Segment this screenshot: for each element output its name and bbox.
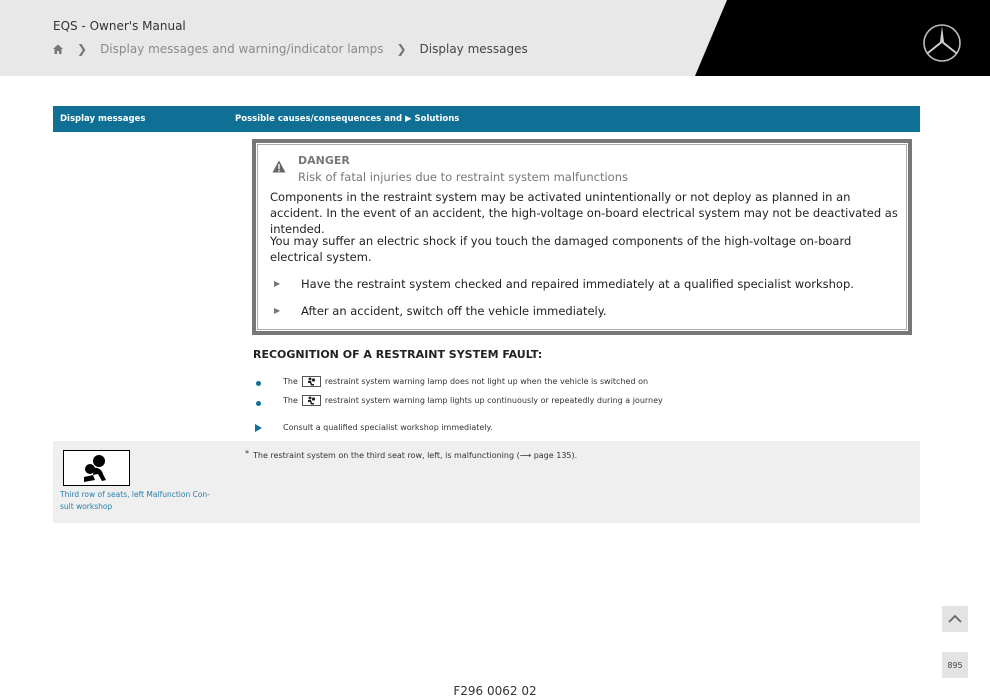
bullet-dot (256, 401, 261, 406)
danger-paragraph-1: Components in the restraint system may be activated unintentionally or not deploy as planned in an accident. In the event of an accident, the high-voltage on-board electrical system may not be deactivated as intended. (270, 190, 898, 236)
breadcrumb-current: Display messages (419, 42, 528, 56)
bullet-dot (256, 381, 261, 386)
col-header-display-messages: Display messages (60, 114, 146, 124)
recognition-item-2: The restraint system warning lamp lights up continuously or repeatedly during a journey (283, 396, 663, 405)
danger-title: DANGER (298, 154, 350, 167)
step-arrow-icon: ▶ (274, 306, 281, 315)
danger-step-1: Have the restraint system checked and repaired immediately at a qualified specialist workshop. (301, 277, 854, 291)
danger-paragraph-2: You may suffer an electric shock if you touch the damaged components of the high-voltage on-board electrical system. (270, 234, 852, 264)
recognition-title: RECOGNITION OF A RESTRAINT SYSTEM FAULT: (253, 348, 543, 361)
breadcrumb-section-link[interactable]: Display messages and warning/indicator lamps (100, 42, 384, 56)
restraint-system-warning-lamp-icon (302, 376, 321, 387)
table-header (53, 106, 920, 132)
consult-workshop-text: Consult a qualified specialist workshop immediately. (283, 423, 493, 432)
recognition-item-1: The restraint system warning lamp does not light up when the vehicle is switched on (283, 377, 649, 386)
figure-code: F296 0062 02 (453, 684, 537, 698)
step-arrow-icon: ▶ (274, 279, 281, 288)
danger-step-2: After an accident, switch off the vehicle immediately. (301, 304, 607, 318)
app-title: EQS - Owner's Manual (53, 19, 186, 33)
third-row-fault-text: The restraint system on the third seat row, left, is malfunctioning (⟶ page 135). (253, 451, 578, 460)
chevron-right-icon: ❯ (396, 42, 407, 56)
footnote-asterisk: * (245, 449, 249, 458)
col-header-solutions: Possible causes/consequences and ▶ Solutions (235, 114, 460, 124)
solution-arrow-icon (255, 424, 262, 432)
chevron-right-icon: ❯ (77, 42, 88, 56)
warning-triangle-icon (272, 158, 286, 171)
display-message-caption[interactable]: Third row of seats, left Malfunction Con-sult workshop (60, 490, 210, 511)
breadcrumb (52, 42, 528, 56)
danger-subtitle: Risk of fatal injuries due to restraint system malfunctions (298, 170, 628, 184)
scroll-to-top-button[interactable] (942, 606, 968, 632)
page-header (0, 0, 990, 76)
restraint-system-warning-lamp-icon (302, 395, 321, 406)
airbag-seat-icon (63, 450, 130, 486)
chevron-up-icon (942, 606, 968, 632)
mercedes-star-logo[interactable] (922, 23, 962, 63)
page-number-badge[interactable]: 895 (942, 652, 968, 678)
home-icon[interactable] (52, 43, 64, 55)
